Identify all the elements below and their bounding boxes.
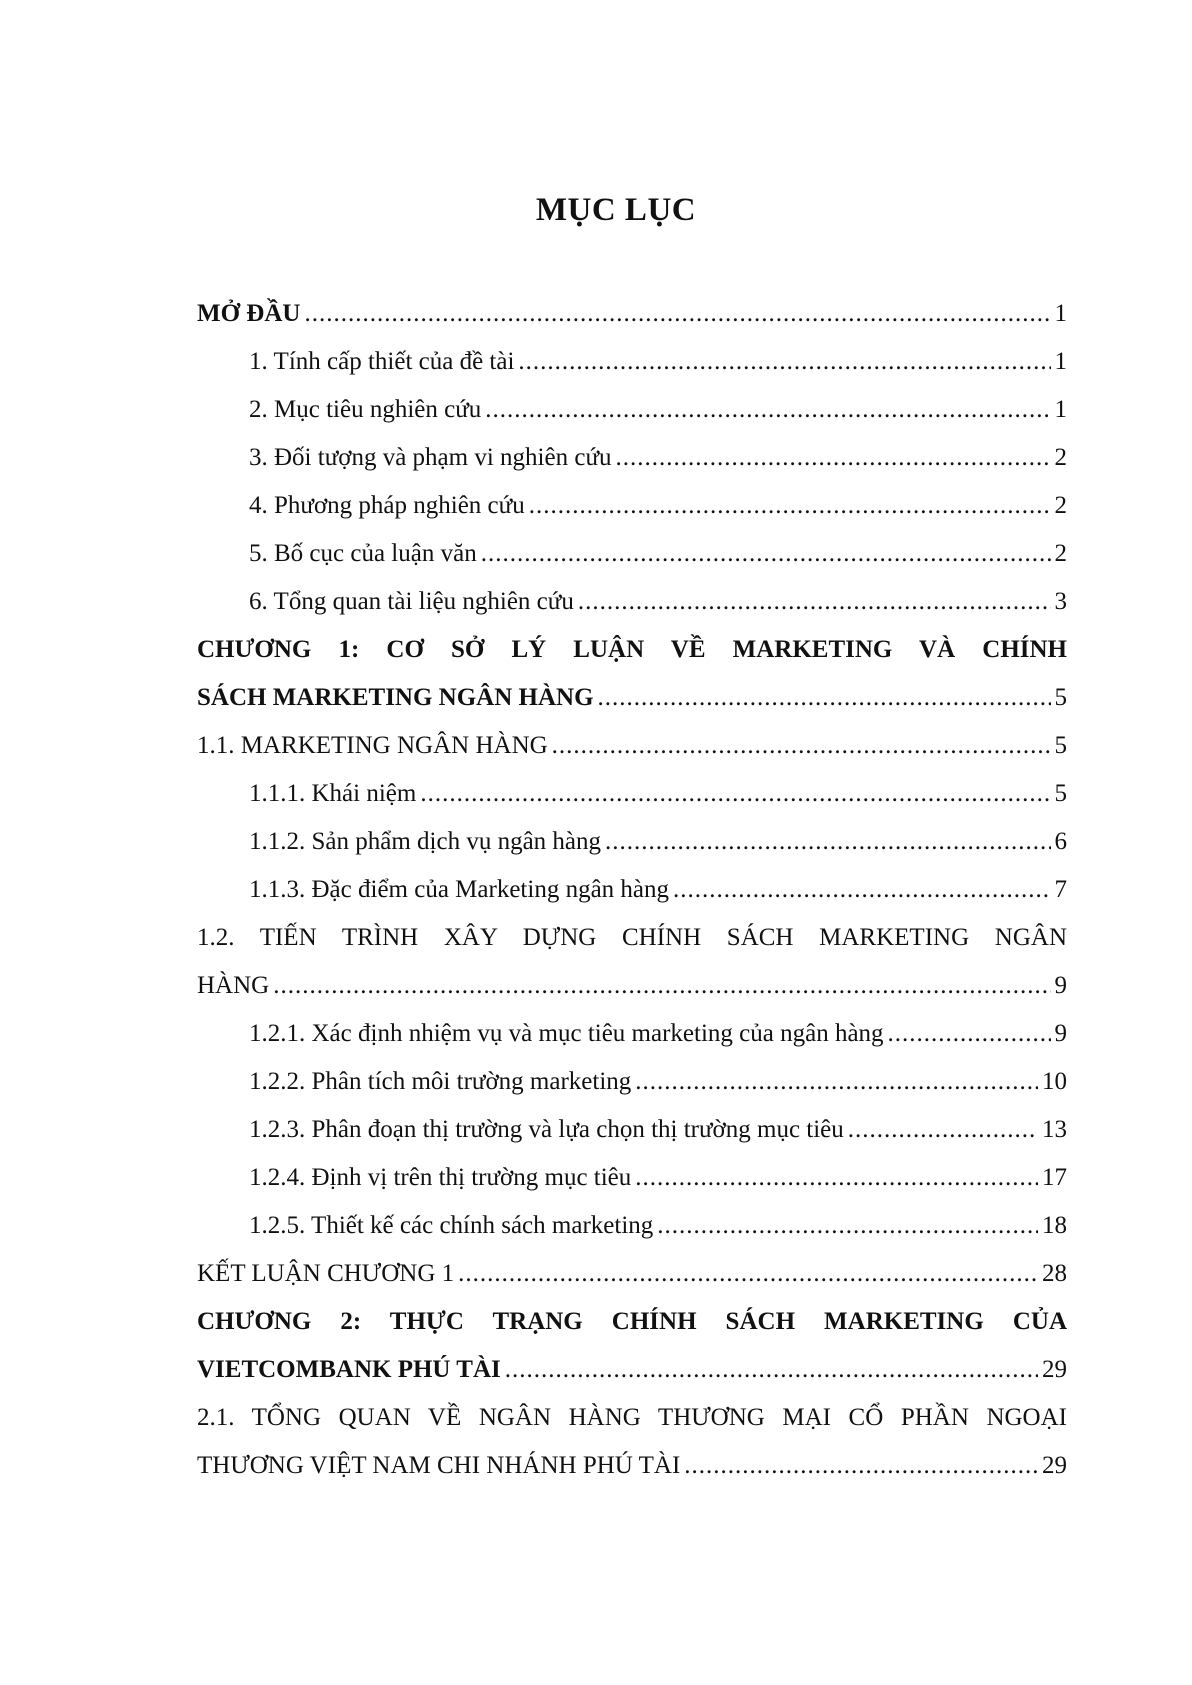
toc-page-number: 10 <box>1042 1068 1067 1095</box>
table-of-contents <box>197 290 1067 1490</box>
toc-page-number: 29 <box>1042 1356 1067 1383</box>
toc-entry[interactable] <box>197 722 1067 770</box>
dot-leader <box>848 1106 1038 1154</box>
toc-entry[interactable] <box>197 290 1067 338</box>
toc-section-entry[interactable] <box>197 914 1067 1010</box>
toc-page-number: 9 <box>1054 972 1067 999</box>
toc-entry-label: 3. Đối tượng và phạm vi nghiên cứu <box>249 444 612 471</box>
toc-page-number: 2 <box>1054 492 1067 519</box>
toc-entry-label-line2: SÁCH MARKETING NGÂN HÀNG <box>197 684 594 711</box>
toc-entry[interactable] <box>197 1106 1067 1154</box>
toc-entry-label: 4. Phương pháp nghiên cứu <box>249 492 525 519</box>
dot-leader <box>578 578 1051 626</box>
dot-leader <box>304 290 1050 338</box>
toc-entry-label-line2: VIETCOMBANK PHÚ TÀI <box>197 1356 501 1383</box>
toc-entry-label: KẾT LUẬN CHƯƠNG 1 <box>197 1260 455 1287</box>
dot-leader <box>420 770 1050 818</box>
toc-entry[interactable] <box>197 866 1067 914</box>
toc-entry[interactable] <box>197 1010 1067 1058</box>
toc-chapter-entry[interactable] <box>197 1298 1067 1394</box>
toc-page-number: 29 <box>1042 1452 1067 1479</box>
toc-chapter-entry[interactable] <box>197 626 1067 722</box>
toc-entry-label: 2. Mục tiêu nghiên cứu <box>249 396 482 423</box>
toc-page-number: 17 <box>1042 1164 1067 1191</box>
dot-leader <box>481 530 1051 578</box>
dot-leader <box>635 1154 1038 1202</box>
toc-entry-label-line2: HÀNG <box>197 972 270 999</box>
dot-leader <box>485 386 1050 434</box>
toc-entry-label-line1: CHƯƠNG 2: THỰC TRẠNG CHÍNH SÁCH MARKETING CỦA <box>197 1308 1067 1335</box>
toc-page-number: 18 <box>1042 1212 1067 1239</box>
toc-page-number: 1 <box>1054 396 1067 423</box>
toc-entry-label: 1.1.1. Khái niệm <box>249 780 417 807</box>
dot-leader <box>673 866 1050 914</box>
toc-entry-label: 1.1. MARKETING NGÂN HÀNG <box>197 732 548 759</box>
toc-entry[interactable] <box>197 818 1067 866</box>
toc-entry[interactable] <box>197 1202 1067 1250</box>
toc-entry-label: 1.1.2. Sản phẩm dịch vụ ngân hàng <box>249 828 602 855</box>
toc-entry[interactable] <box>197 338 1067 386</box>
toc-entry[interactable] <box>197 1154 1067 1202</box>
toc-entry-label-line1: CHƯƠNG 1: CƠ SỞ LÝ LUẬN VỀ MARKETING VÀ CHÍNH <box>197 636 1067 663</box>
toc-page-number: 5 <box>1054 684 1067 711</box>
dot-leader <box>684 1442 1038 1490</box>
toc-entry-label-line2: THƯƠNG VIỆT NAM CHI NHÁNH PHÚ TÀI <box>197 1452 681 1479</box>
dot-leader <box>273 962 1050 1010</box>
toc-page-number: 1 <box>1054 300 1067 327</box>
dot-leader <box>552 722 1051 770</box>
toc-entry-label-line1: 1.2. TIẾN TRÌNH XÂY DỰNG CHÍNH SÁCH MARKETING NGÂN <box>197 924 1067 951</box>
toc-page-number: 2 <box>1054 444 1067 471</box>
dot-leader <box>635 1058 1038 1106</box>
dot-leader <box>529 482 1051 530</box>
toc-entry[interactable] <box>197 530 1067 578</box>
toc-entry[interactable] <box>197 1058 1067 1106</box>
toc-entry-label: 6. Tổng quan tài liệu nghiên cứu <box>249 588 574 615</box>
toc-entry[interactable] <box>197 770 1067 818</box>
dot-leader <box>605 818 1050 866</box>
toc-entry-label: 5. Bố cục của luận văn <box>249 540 477 567</box>
dot-leader <box>458 1250 1038 1298</box>
dot-leader <box>505 1346 1038 1394</box>
toc-entry[interactable] <box>197 578 1067 626</box>
toc-entry-label: 1.2.2. Phân tích môi trường marketing <box>249 1068 632 1095</box>
toc-page-number: 6 <box>1054 828 1067 855</box>
page-title: MỤC LỤC <box>535 192 697 228</box>
toc-entry[interactable] <box>197 434 1067 482</box>
dot-leader <box>888 1010 1051 1058</box>
toc-page-number: 5 <box>1054 732 1067 759</box>
toc-entry[interactable] <box>197 482 1067 530</box>
toc-entry-label: MỞ ĐẦU <box>197 300 301 327</box>
toc-entry[interactable] <box>197 1250 1067 1298</box>
toc-entry-label: 1. Tính cấp thiết của đề tài <box>249 348 515 375</box>
toc-page-number: 5 <box>1054 780 1067 807</box>
toc-entry[interactable] <box>197 386 1067 434</box>
toc-page-number: 1 <box>1054 348 1067 375</box>
toc-page-number: 9 <box>1054 1020 1067 1047</box>
toc-entry-label: 1.2.4. Định vị trên thị trường mục tiêu <box>249 1164 632 1191</box>
toc-page-number: 28 <box>1042 1260 1067 1287</box>
toc-section-entry[interactable] <box>197 1394 1067 1490</box>
toc-entry-label: 1.1.3. Đặc điểm của Marketing ngân hàng <box>249 876 670 903</box>
toc-entry-label-line1: 2.1. TỔNG QUAN VỀ NGÂN HÀNG THƯƠNG MẠI CỔ PHẦN NGOẠI <box>197 1404 1067 1431</box>
toc-page-number: 7 <box>1054 876 1067 903</box>
toc-page-number: 2 <box>1054 540 1067 567</box>
dot-leader <box>657 1202 1038 1250</box>
dot-leader <box>518 338 1050 386</box>
dot-leader <box>598 674 1051 722</box>
toc-entry-label: 1.2.1. Xác định nhiệm vụ và mục tiêu marketing của ngân hàng <box>249 1020 884 1047</box>
dot-leader <box>616 434 1051 482</box>
toc-entry-label: 1.2.5. Thiết kế các chính sách marketing <box>249 1212 654 1239</box>
toc-page-number: 13 <box>1042 1116 1067 1143</box>
toc-page-number: 3 <box>1054 588 1067 615</box>
toc-entry-label: 1.2.3. Phân đoạn thị trường và lựa chọn thị trường mục tiêu <box>249 1116 844 1143</box>
